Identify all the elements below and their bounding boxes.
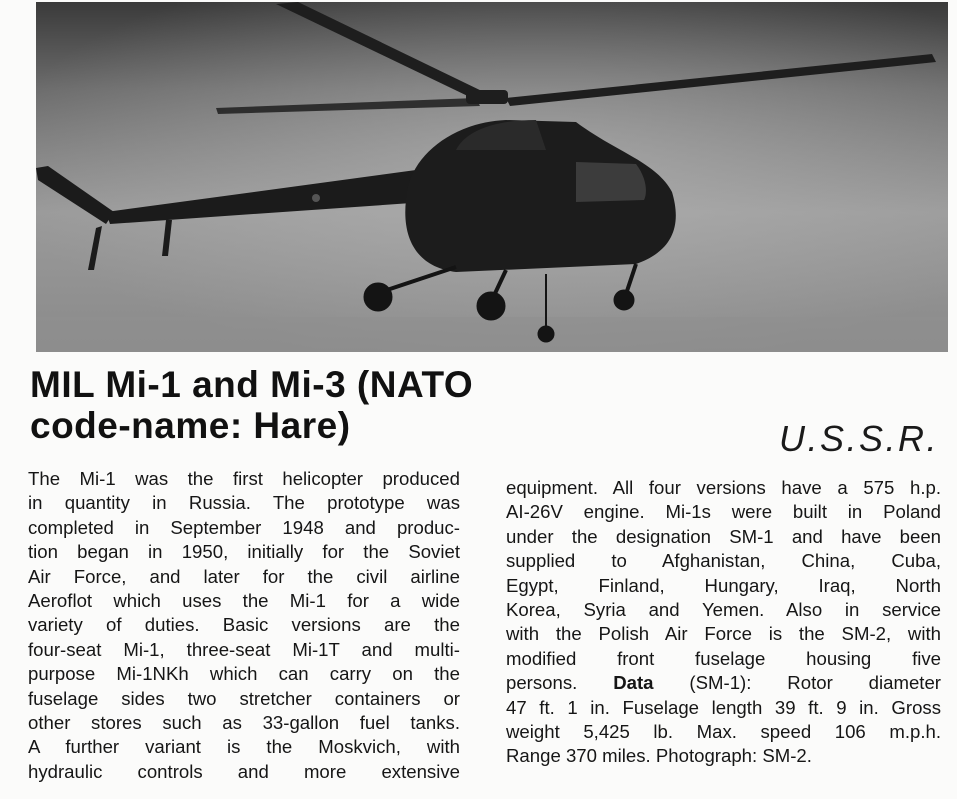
text-line: completed in September 1948 and produc- xyxy=(28,516,460,538)
article-column-2 xyxy=(506,476,941,769)
text-line: Aeroflot which uses the Mi-1 for a wide xyxy=(28,589,460,611)
text-line: other stores such as 33-gallon fuel tanks. xyxy=(28,711,460,733)
text-line: fuselage sides two stretcher containers or xyxy=(28,687,460,709)
ground-haze xyxy=(36,317,948,352)
text-line: Air Force, and later for the civil airline xyxy=(28,565,460,587)
text-line: tion began in 1950, initially for the Soviet xyxy=(28,541,460,563)
article-title xyxy=(30,364,473,446)
text-line: under the designation SM-1 and have been xyxy=(506,525,941,547)
data-line-after: (SM-1): Rotor diameter xyxy=(653,672,942,694)
text-line: weight 5,425 lb. Max. speed 106 m.p.h. xyxy=(506,720,941,742)
text-line: variety of duties. Basic versions are the xyxy=(28,614,460,636)
text-line: Range 370 miles. Photograph: SM-2. xyxy=(506,745,812,767)
text-line: Korea, Syria and Yemen. Also in service xyxy=(506,598,941,620)
article-column-1 xyxy=(28,467,460,784)
helicopter-photo xyxy=(36,2,948,352)
text-line: A further variant is the Moskvich, with xyxy=(28,736,460,758)
text-line: with the Polish Air Force is the SM-2, with xyxy=(506,623,941,645)
helicopter-image xyxy=(36,2,948,352)
data-line-before: persons. xyxy=(506,672,614,694)
text-line: AI-26V engine. Mi-1s were built in Poland xyxy=(506,501,941,523)
text-line: 47 ft. 1 in. Fuselage length 39 ft. 9 in. Gross xyxy=(506,696,941,718)
title-line-1: MIL Mi-1 and Mi-3 (NATO xyxy=(30,364,474,405)
country-label: U.S.S.R. xyxy=(778,418,939,459)
text-line: hydraulic controls and more extensive xyxy=(28,760,460,782)
text-line: in quantity in Russia. The prototype was xyxy=(28,492,460,514)
text-line: purpose Mi-1NKh which can carry on the xyxy=(28,663,460,685)
title-line-2: code-name: Hare) xyxy=(30,405,351,446)
text-line: equipment. All four versions have a 575 h.p. xyxy=(506,477,941,498)
text-line: four-seat Mi-1, three-seat Mi-1T and multi- xyxy=(28,638,460,660)
data-line xyxy=(506,671,941,695)
text-line: Egypt, Finland, Hungary, Iraq, North xyxy=(506,574,941,596)
text-line: modified front fuselage housing five xyxy=(506,647,941,669)
text-line: The Mi-1 was the first helicopter produced xyxy=(28,468,460,489)
data-label: Data xyxy=(613,672,654,694)
text-line: supplied to Afghanistan, China, Cuba, xyxy=(506,550,941,572)
